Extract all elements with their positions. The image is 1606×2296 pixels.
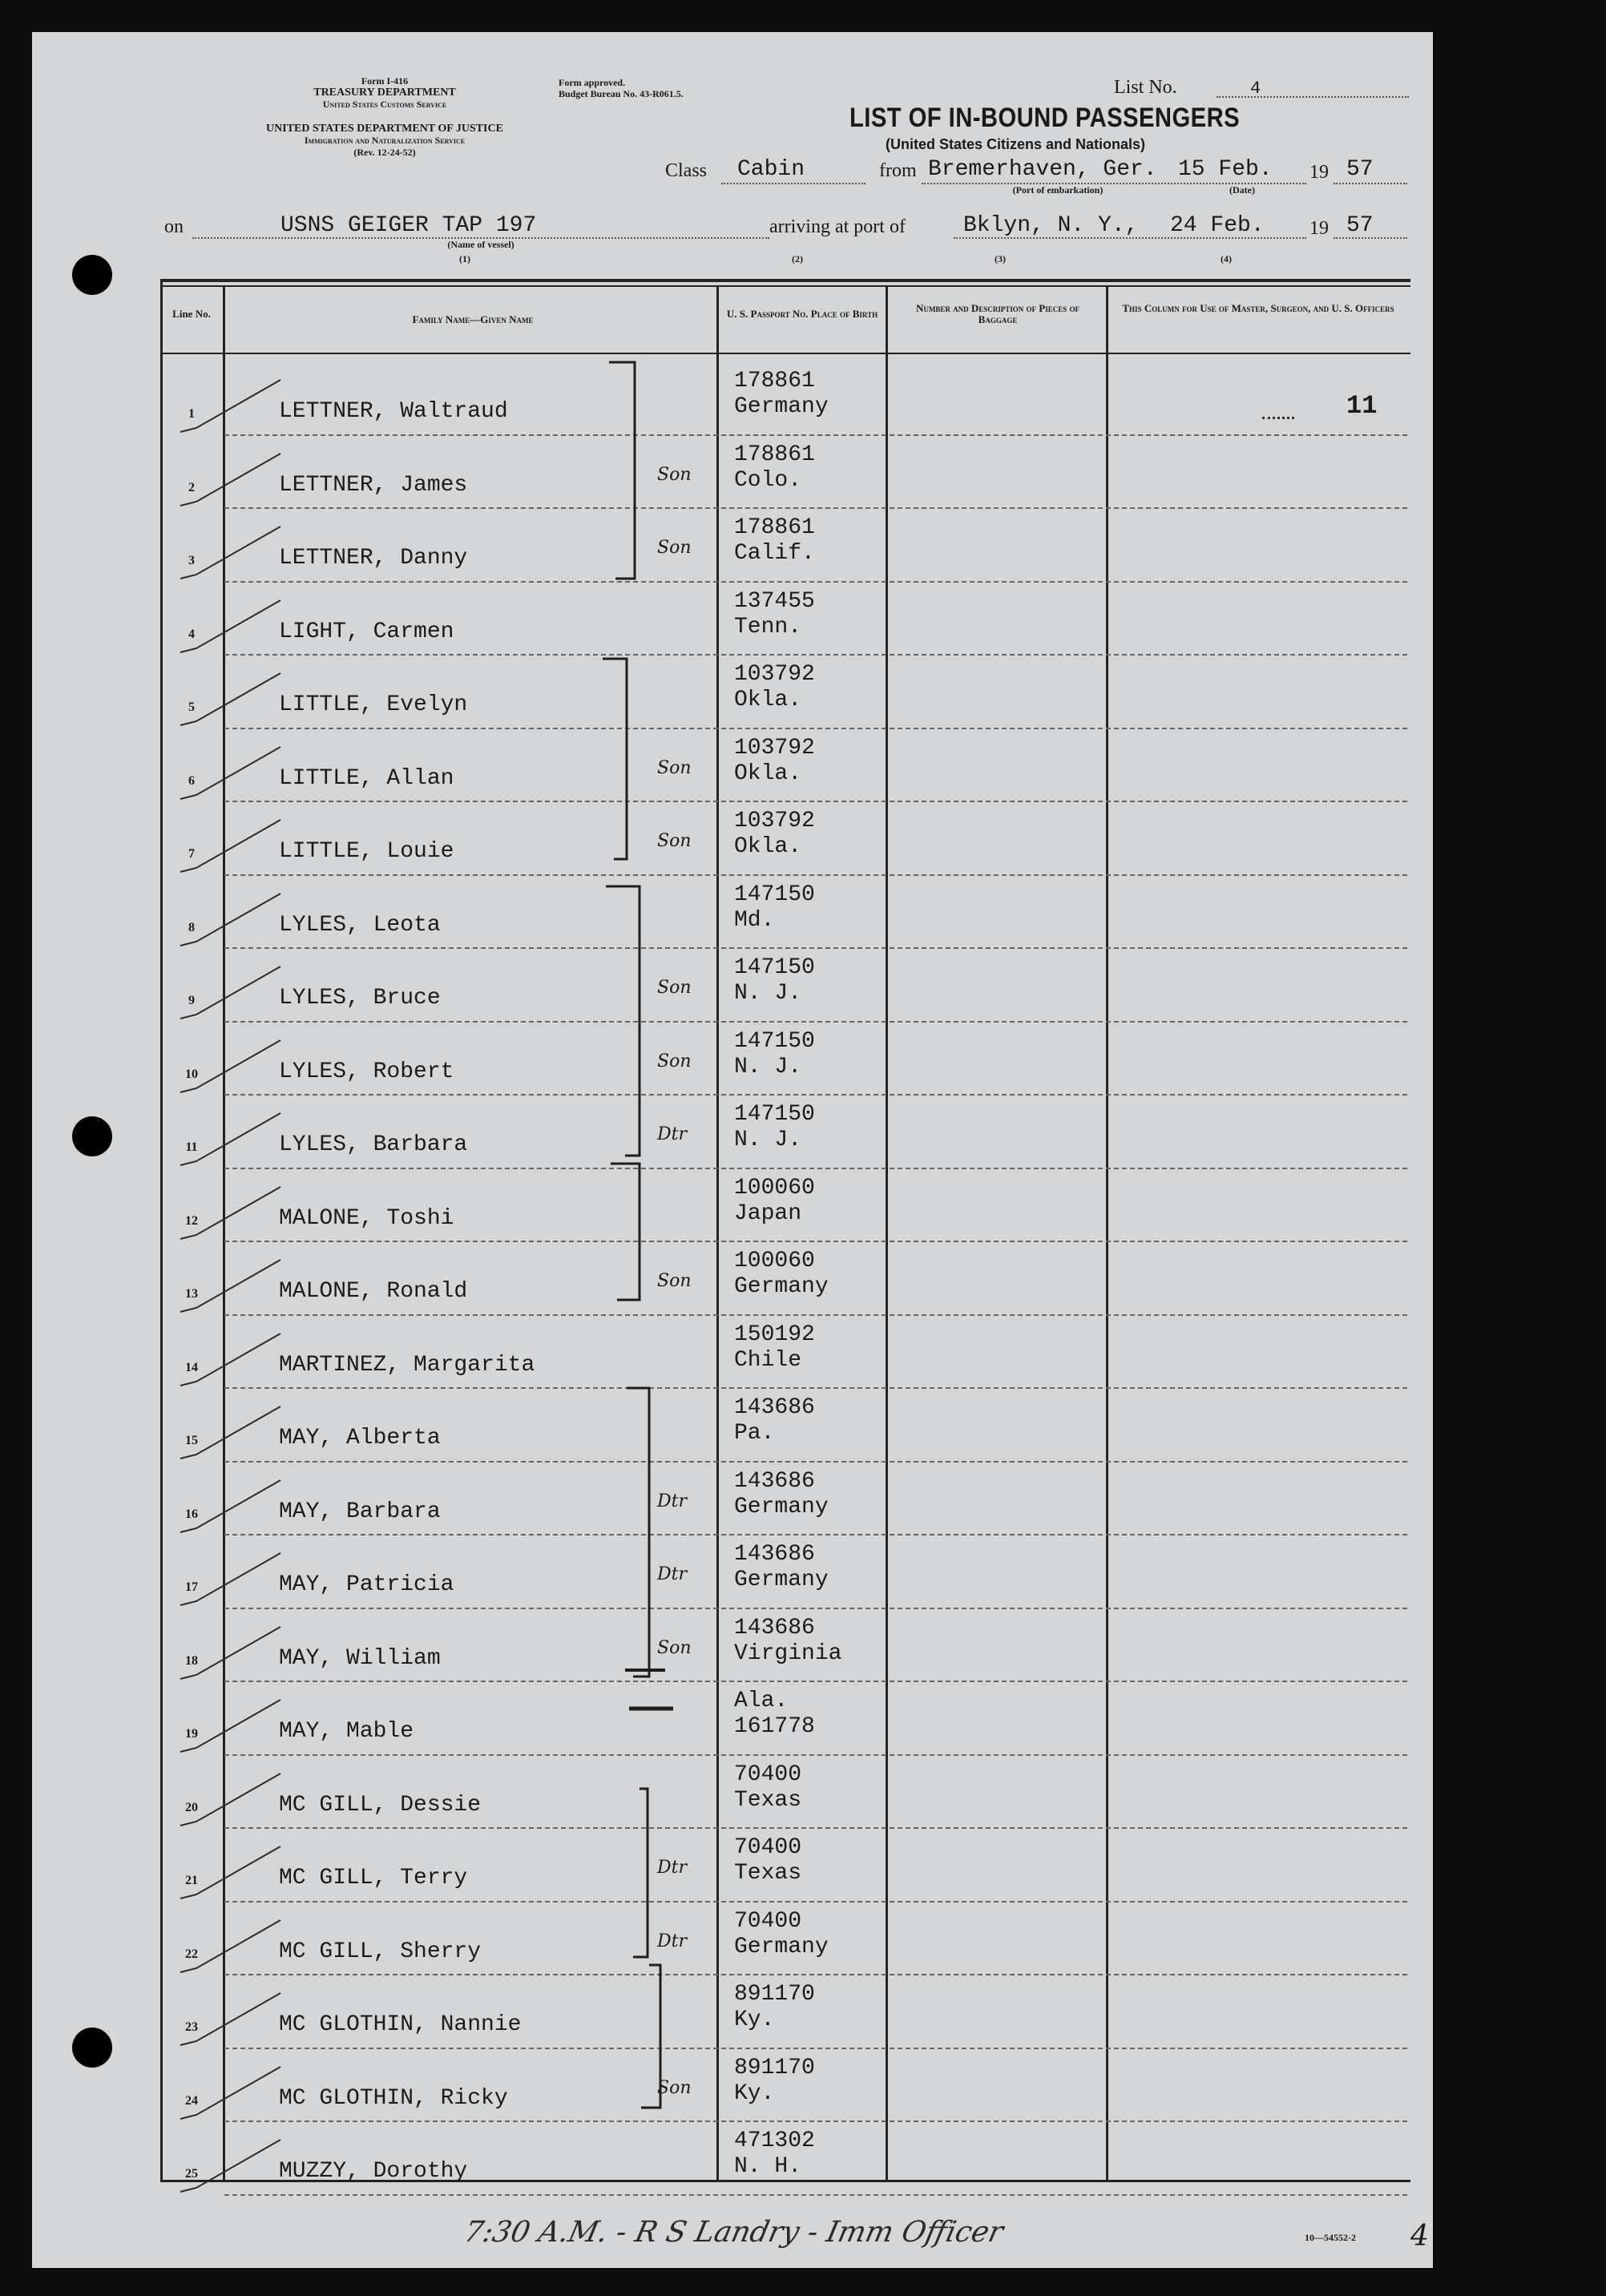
class-value: Cabin (737, 157, 805, 182)
year-prefix-1: 19 (1309, 162, 1329, 183)
passport-number: 143686 (734, 1542, 815, 1567)
place-of-birth: Germany (734, 1934, 829, 1959)
year-prefix-2: 19 (1309, 218, 1329, 239)
passport-number: 147150 (734, 955, 815, 980)
place-of-birth: N. H. (734, 2154, 802, 2179)
passenger-name: LETTNER, Waltraud (279, 399, 508, 424)
embarkation-year: 57 (1346, 157, 1374, 182)
arrival-port: Bklyn, N. Y., (963, 213, 1139, 238)
port-caption: (Port of embarkation) (1012, 184, 1104, 196)
relation-mark: Son (657, 464, 692, 485)
passenger-name: LYLES, Bruce (279, 986, 441, 1011)
line-number: 24 (185, 2093, 198, 2108)
vessel-name: USNS GEIGER TAP 197 (280, 213, 537, 238)
passenger-name: LITTLE, Evelyn (279, 692, 468, 717)
passenger-name: MUZZY, Dorothy (279, 2159, 468, 2184)
arrival-date: 24 Feb. (1170, 213, 1265, 238)
passenger-name: MAY, Barbara (279, 1499, 441, 1524)
relation-mark: Son (657, 1051, 692, 1071)
line-number: 8 (188, 920, 195, 934)
passenger-name: MAY, Alberta (279, 1426, 441, 1451)
officer-note: 11 (1346, 391, 1378, 421)
class-label: Class (665, 160, 708, 181)
header-officers: This Column for Use of Master, Surgeon, and U. S. Officers (1122, 302, 1394, 314)
customs-service: United States Customs Service (322, 99, 447, 110)
passport-number: 137455 (734, 588, 815, 614)
passenger-name: LIGHT, Carmen (279, 619, 454, 644)
line-number: 1 (188, 407, 195, 421)
place-of-birth: N. J. (734, 1128, 802, 1152)
passport-number: 150192 (734, 1322, 815, 1347)
place-of-birth: Okla. (734, 761, 802, 786)
passenger-name: LITTLE, Louie (279, 839, 454, 864)
line-number: 19 (185, 1727, 198, 1741)
place-of-birth: Pa. (734, 1421, 775, 1446)
place-of-birth: Calif. (734, 541, 815, 566)
header-baggage: Number and Description of Pieces of Baggage (916, 302, 1079, 325)
passport-number: 100060 (734, 1175, 815, 1200)
passenger-name: MC GILL, Sherry (279, 1939, 482, 1964)
line-number: 13 (185, 1287, 198, 1301)
family-brackets (32, 32, 1433, 2268)
col-num-4: (4) (1221, 253, 1232, 264)
port-of-embarkation: Bremerhaven, Ger. (928, 157, 1157, 182)
passenger-name: MAY, Patricia (279, 1572, 454, 1597)
relation-mark: Dtr (657, 1858, 687, 1878)
relation-mark: Son (657, 757, 692, 778)
line-number: 25 (185, 2167, 198, 2181)
ins-service: Immigration and Naturalization Service (304, 135, 466, 146)
place-of-birth: Texas (734, 1787, 802, 1813)
place-of-birth: N. J. (734, 981, 802, 1006)
passenger-name: LYLES, Barbara (279, 1132, 468, 1157)
place-of-birth: Tenn. (734, 614, 802, 640)
header-name: Family Name—Given Name (412, 313, 534, 325)
page-subtitle: (United States Citizens and Nationals) (886, 136, 1146, 152)
relation-mark: Son (657, 538, 692, 558)
passport-number: 100060 (734, 1249, 815, 1273)
place-of-birth: Germany (734, 1568, 829, 1592)
passenger-name: MARTINEZ, Margarita (279, 1352, 535, 1378)
passport-number: 891170 (734, 1982, 815, 2007)
passenger-name: LETTNER, James (279, 472, 468, 498)
passenger-name: MC GILL, Terry (279, 1866, 468, 1890)
handwritten-signature: 7:30 A.M. - R S Landry - Imm Officer (461, 2216, 1007, 2249)
passport-number: 103792 (734, 662, 815, 687)
list-no-label: List No. (1114, 77, 1177, 98)
passport-number: 891170 (734, 2055, 815, 2080)
relation-mark: Dtr (657, 1564, 687, 1584)
arriving-label: arriving at port of (769, 216, 906, 237)
passport-number: Ala. (734, 1689, 789, 1713)
page-title: LIST OF IN-BOUND PASSENGERS (849, 103, 1241, 133)
line-number: 15 (185, 1434, 198, 1447)
passport-number: 147150 (734, 1102, 815, 1127)
passport-number: 178861 (734, 515, 815, 540)
line-number: 21 (185, 1874, 198, 1887)
budget-bureau: Budget Bureau No. 43-R061.5. (559, 88, 684, 99)
line-number: 9 (188, 994, 195, 1007)
line-number: 5 (188, 700, 195, 714)
line-number: 4 (188, 627, 195, 641)
place-of-birth: Chile (734, 1347, 802, 1373)
col-num-2: (2) (792, 253, 803, 264)
manifest-page (32, 32, 1433, 2268)
line-number: 12 (185, 1213, 198, 1228)
line-number: 2 (188, 480, 195, 494)
place-of-birth: Texas (734, 1861, 802, 1886)
place-of-birth: Colo. (734, 467, 802, 493)
place-of-birth: Germany (734, 1274, 829, 1299)
passenger-name: MAY, William (279, 1645, 441, 1671)
date-caption: (Date) (1229, 184, 1255, 196)
page-mark: 4 (1410, 2220, 1429, 2253)
line-number: 16 (185, 1507, 198, 1521)
line-number: 3 (188, 554, 195, 567)
passport-number: 147150 (734, 1028, 815, 1054)
line-number: 23 (185, 2020, 198, 2034)
place-of-birth: 161778 (734, 1714, 815, 1739)
place-of-birth: Germany (734, 1494, 829, 1519)
place-of-birth: Ky. (734, 2007, 775, 2032)
form-code: 10—54552-2 (1305, 2232, 1356, 2243)
passport-number: 178861 (734, 442, 815, 467)
place-of-birth: Ky. (734, 2080, 775, 2106)
passport-number: 143686 (734, 1395, 815, 1420)
place-of-birth: Md. (734, 907, 775, 933)
passport-number: 143686 (734, 1468, 815, 1494)
place-of-birth: Germany (734, 394, 829, 419)
header-line-no: Line No. (172, 308, 211, 320)
vessel-caption: (Name of vessel) (447, 239, 514, 250)
passport-number: 471302 (734, 2129, 815, 2153)
passenger-name: LETTNER, Danny (279, 546, 468, 571)
on-label: on (164, 216, 184, 237)
line-number: 18 (185, 1653, 198, 1668)
passenger-name: MC GLOTHIN, Ricky (279, 2085, 508, 2111)
line-number: 14 (185, 1360, 198, 1374)
from-label: from (879, 160, 917, 181)
passenger-name: MC GILL, Dessie (279, 1792, 482, 1818)
treasury-dept: TREASURY DEPARTMENT (313, 87, 456, 99)
col-num-1: (1) (459, 253, 470, 264)
relation-mark: Son (657, 1271, 692, 1291)
arrival-year: 57 (1346, 213, 1374, 238)
place-of-birth: Okla. (734, 688, 802, 712)
passenger-name: LYLES, Robert (279, 1059, 454, 1084)
form-approved: Form approved. (559, 77, 626, 88)
passport-number: 70400 (734, 1908, 802, 1934)
passport-number: 70400 (734, 1835, 802, 1860)
passport-number: 143686 (734, 1615, 815, 1640)
relation-mark: Dtr (657, 1931, 687, 1951)
embarkation-date: 15 Feb. (1178, 157, 1273, 182)
passport-number: 178861 (734, 369, 815, 393)
passenger-name: MALONE, Toshi (279, 1205, 454, 1231)
list-no-value: 4 (1250, 79, 1261, 99)
line-number: 11 (185, 1140, 198, 1154)
passenger-name: MALONE, Ronald (279, 1279, 468, 1304)
col-num-3: (3) (995, 253, 1006, 264)
place-of-birth: Okla. (734, 834, 802, 859)
revision: (Rev. 12-24-52) (353, 147, 416, 158)
place-of-birth: Virginia (734, 1640, 842, 1666)
line-number: 22 (185, 1947, 198, 1961)
passport-number: 147150 (734, 882, 815, 907)
relation-mark: Son (657, 2077, 692, 2098)
line-number: 6 (188, 773, 195, 788)
header-passport: U. S. Passport No. Place of Birth (726, 308, 878, 320)
line-number: 20 (185, 1800, 198, 1814)
relation-mark: Dtr (657, 1491, 687, 1511)
passport-number: 103792 (734, 809, 815, 833)
relation-mark: Son (657, 1637, 692, 1658)
passenger-name: MAY, Mable (279, 1719, 414, 1744)
line-number: 10 (185, 1067, 198, 1081)
relation-mark: Dtr (657, 1124, 687, 1144)
line-number: 7 (188, 847, 195, 861)
form-number: Form I-416 (361, 75, 409, 87)
justice-dept: UNITED STATES DEPARTMENT OF JUSTICE (266, 123, 503, 135)
relation-mark: Son (657, 978, 692, 998)
passport-number: 103792 (734, 735, 815, 761)
place-of-birth: N. J. (734, 1054, 802, 1079)
place-of-birth: Japan (734, 1200, 802, 1226)
line-number: 17 (185, 1580, 198, 1594)
passenger-name: MC GLOTHIN, Nannie (279, 2012, 522, 2037)
passenger-name: LITTLE, Allan (279, 765, 454, 791)
passport-number: 70400 (734, 1761, 802, 1787)
relation-mark: Son (657, 831, 692, 851)
passenger-name: LYLES, Leota (279, 912, 441, 938)
